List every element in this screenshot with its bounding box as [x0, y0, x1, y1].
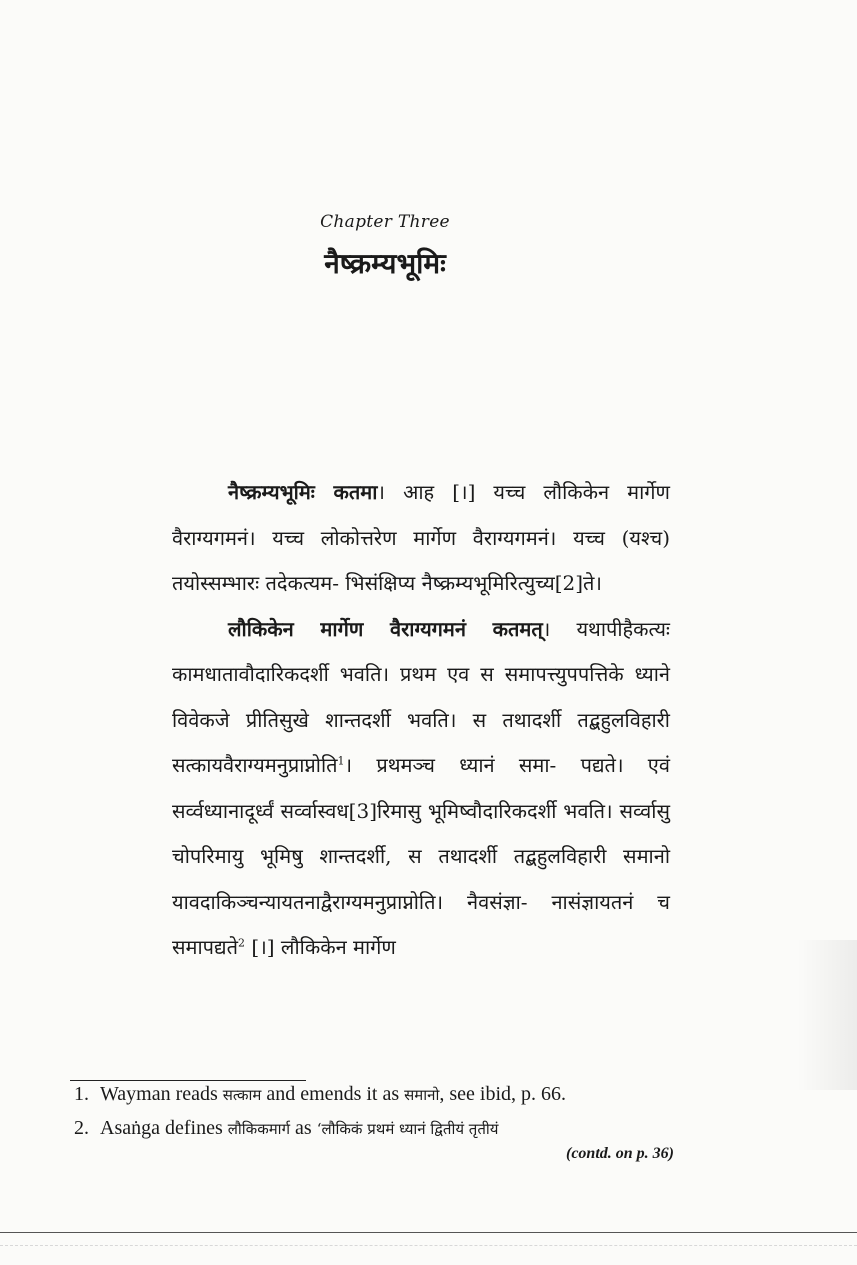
footnote-2-quote: ‘लौकिकं प्रथमं ध्यानं द्वितीयं तृतीयं — [316, 1120, 499, 1138]
paragraph-1 — [172, 470, 670, 607]
footnote-1-term-2: समानो — [404, 1086, 440, 1104]
footnote-ref-1[interactable]: 1 — [337, 754, 345, 768]
footnote-2 — [74, 1117, 674, 1141]
continued-note: (contd. on p. 36) — [566, 1145, 674, 1162]
footnote-1-text: Wayman reads — [100, 1083, 223, 1105]
paragraph-1-heading: नैष्क्रम्यभूमिः कतमा — [228, 480, 378, 504]
main-text — [172, 470, 670, 971]
footnote-2-number: 2. — [74, 1117, 89, 1139]
paragraph-2 — [172, 607, 670, 971]
page-bottom-rule — [0, 1232, 857, 1233]
footnote-1-text-2: and emends it as — [261, 1083, 405, 1105]
footnote-2-term-1: लौकिकमार्ग — [227, 1120, 291, 1138]
footnote-1-number: 1. — [74, 1083, 89, 1105]
footnote-1 — [74, 1083, 674, 1107]
paragraph-1-text: । आह [।] यच्च लौकिकेन मार्गेण वैराग्यगमनं। यच्च लोकोत्तरेण मार्गेण वैराग्यगमनं। यच्च (यश्च) तयोस्सम्भारः तदेकत्यम- भिसंक्षिप्य नैष्क्रम्यभूमिरित्युच्य[2]ते। — [172, 480, 671, 595]
paragraph-2-heading: लौकिकेन मार्गेण वैराग्यगमनं कतमत् — [228, 616, 543, 641]
footnote-1-term-1: सत्काम — [222, 1086, 262, 1104]
paragraph-2-text-b: । प्रथमञ्च ध्यानं समा- पद्यते। एवं सर्व्वध्यानादूर्ध्वं सर्व्वास्वध[3]रिमासु भूमिष्वौदारिकदर्शी भवति। सर्व्वासु चोपरिमायु भूमिषु शान्तदर्शी, स तथादर्शी तद्बहुलविहारी समानो यावदाकिञ्चन्यायतनाद्वैराग्यमनुप्राप्नोति। नैवसंज्ञा- नासंज्ञायतनं च समापद्यते — [172, 753, 670, 959]
paragraph-2-text-c: [।] लौकिकेन मार्गेण — [251, 935, 396, 959]
footnotes — [74, 1083, 674, 1165]
footnote-ref-2[interactable]: 2 — [238, 936, 246, 950]
paragraph-2-text-a: । यथापीहैकत्यः कामधातावौदारिकदर्शी भवति। प्रथम एव स समापत्त्युपपत्तिके ध्याने विवेकजे प्रीतिसुखे शान्तदर्शी भवति। स तथादर्शी तद्बहुलविहारी सत्कायवैराग्यमनुप्राप्नोति — [172, 616, 670, 777]
page-edge-shadow — [797, 940, 857, 1090]
chapter-title: नैष्क्रम्यभूमिः — [324, 247, 446, 280]
footnote-1-text-3: , see ibid, p. 66. — [439, 1083, 566, 1105]
footnote-2-text: Asaṅga defines — [100, 1117, 228, 1139]
scan-edge — [0, 1245, 857, 1246]
footnote-rule — [70, 1080, 306, 1081]
chapter-label: Chapter Three — [320, 212, 450, 232]
footnote-2-text-2: as — [290, 1117, 317, 1139]
